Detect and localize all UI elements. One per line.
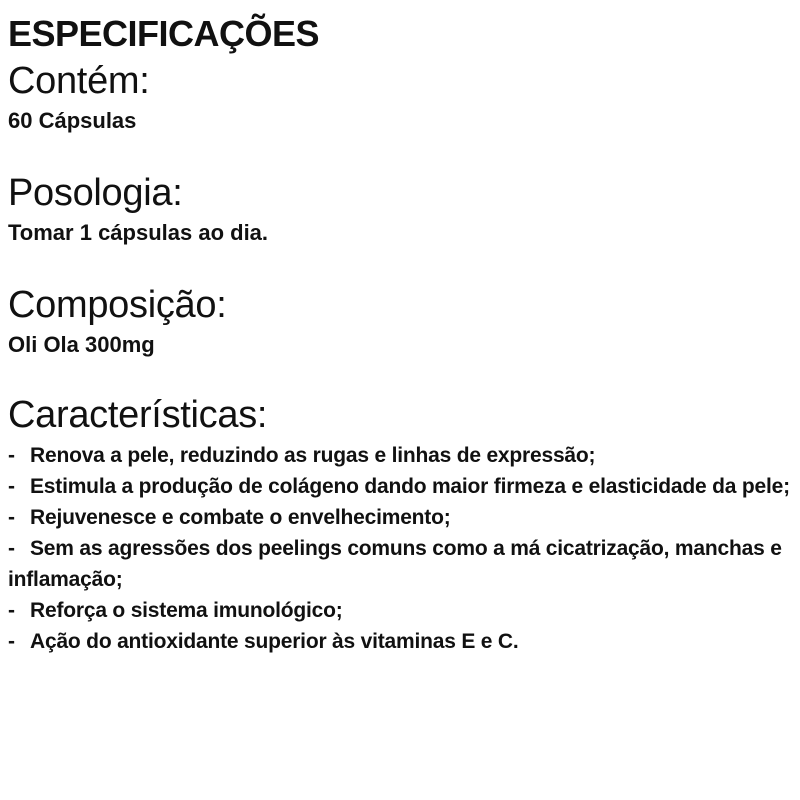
caracteristicas-heading: Características: — [8, 394, 268, 436]
bullet-dash: - — [8, 537, 15, 560]
feature-text: Ação do antioxidante superior às vitaminas E e C. — [30, 630, 519, 653]
section-contem — [8, 58, 800, 136]
list-item — [8, 440, 798, 471]
section-caracteristicas — [8, 392, 800, 657]
section-composicao — [8, 282, 800, 360]
feature-text: Rejuvenesce e combate o envelhecimento; — [30, 506, 451, 529]
contem-value: 60 Cápsulas — [8, 108, 137, 133]
feature-text: Estimula a produção de colágeno dando maior firmeza e elasticidade da pele; — [30, 475, 790, 498]
list-item — [8, 533, 798, 595]
feature-list — [8, 440, 798, 657]
feature-text: Sem as agressões dos peelings comuns como a má cicatrização, manchas e inflamação; — [8, 537, 782, 591]
page-title: ESPECIFICAÇÕES — [8, 13, 320, 54]
list-item — [8, 626, 798, 657]
contem-heading: Contém: — [8, 60, 150, 102]
bullet-dash: - — [8, 444, 15, 467]
list-item — [8, 502, 798, 533]
posologia-value: Tomar 1 cápsulas ao dia. — [8, 220, 269, 245]
feature-text: Reforça o sistema imunológico; — [30, 599, 343, 622]
list-item — [8, 595, 798, 626]
posologia-heading: Posologia: — [8, 172, 183, 214]
bullet-dash: - — [8, 475, 15, 498]
composicao-value: Oli Ola 300mg — [8, 332, 155, 357]
list-item — [8, 471, 798, 502]
bullet-dash: - — [8, 630, 15, 653]
feature-text: Renova a pele, reduzindo as rugas e linhas de expressão; — [30, 444, 596, 467]
section-posologia — [8, 170, 800, 248]
bullet-dash: - — [8, 599, 15, 622]
composicao-heading: Composição: — [8, 284, 227, 326]
bullet-dash: - — [8, 506, 15, 529]
